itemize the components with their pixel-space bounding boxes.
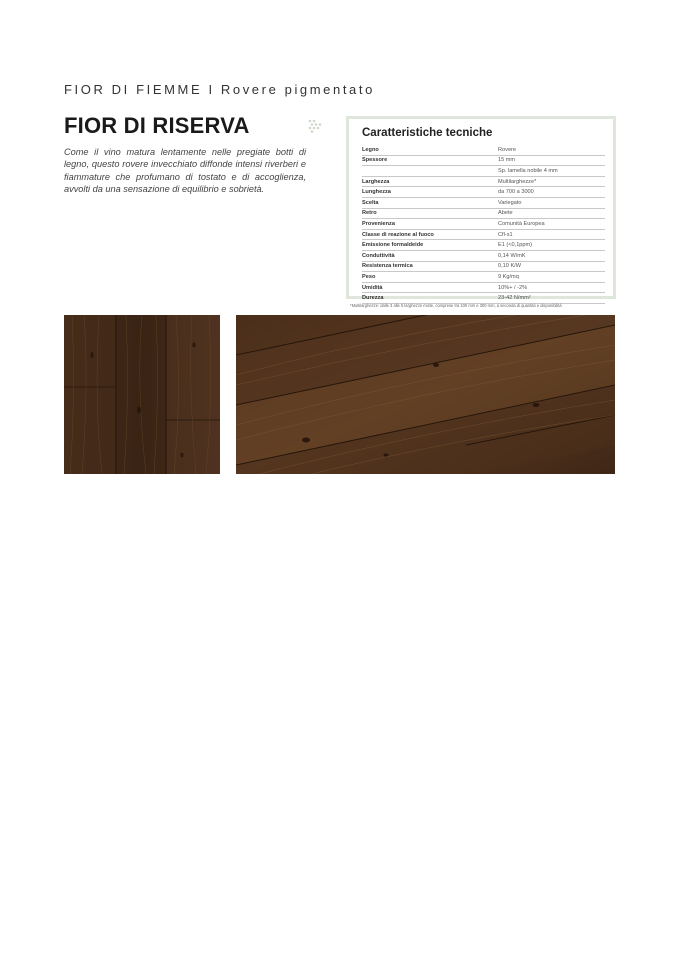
collection-variant: Rovere pigmentato	[220, 82, 375, 97]
specs-footnote: *Multilarghezze: dalle 3 alle 5 larghezze miste, comprese tra 100 mm e 300 mm, a seconda di quantità e disponibilità	[350, 303, 562, 308]
spec-value: 0,14 W/mK	[498, 252, 526, 259]
wood-floor-photo-wide	[236, 315, 615, 474]
spec-value: Comunità Europea	[498, 220, 545, 227]
spec-row	[362, 262, 605, 273]
collection-name: FIOR DI FIEMME	[64, 82, 203, 97]
spec-row	[362, 177, 605, 188]
spec-label: Retro	[362, 210, 377, 217]
spec-row	[362, 272, 605, 283]
spec-row	[362, 251, 605, 262]
spec-label: Classe di reazione al fuoco	[362, 231, 434, 238]
dots-decoration-icon	[307, 118, 325, 134]
spec-label: Lunghezza	[362, 189, 391, 196]
spec-value: 10%+ / -2%	[498, 284, 528, 291]
product-description: Come il vino matura lentamente nelle pregiate botti di legno, questo rovere invecchiato diffonde intensi riverberi e fiammature che profumano di tostato e di accoglienza, avvolti da una sensazione di equilibrio e sobrietà.	[64, 147, 306, 195]
specs-title: Caratteristiche tecniche	[362, 127, 493, 139]
spec-label: Durezza	[362, 295, 384, 302]
spec-value: da 700 a 3000	[498, 189, 534, 196]
spec-row	[362, 209, 605, 220]
spec-label: Larghezza	[362, 178, 390, 185]
spec-row	[362, 156, 605, 167]
spec-row	[362, 166, 605, 177]
spec-row	[362, 145, 605, 156]
spec-label: Spessore	[362, 157, 388, 164]
product-title: FIOR DI RISERVA	[64, 113, 250, 138]
collection-header	[64, 82, 375, 97]
spec-row	[362, 240, 605, 251]
spec-value: E1 (<0,1ppm)	[498, 242, 533, 249]
technical-specs-panel	[346, 116, 616, 302]
spec-label: Resistenza termica	[362, 263, 413, 270]
spec-row	[362, 230, 605, 241]
spec-value: 9 Kg/mq	[498, 273, 519, 280]
header-separator: I	[208, 82, 215, 97]
spec-label: Emissione formaldeide	[362, 242, 424, 249]
spec-label: Provenienza	[362, 220, 395, 227]
spec-label: Umidità	[362, 284, 383, 291]
specs-table	[362, 145, 605, 304]
spec-value: 15 mm	[498, 157, 516, 164]
spec-value: 23-42 N/mm²	[498, 295, 531, 302]
spec-value: Cfl-s1	[498, 231, 513, 238]
spec-value: Sp. lamella nobile 4 mm	[498, 167, 558, 174]
spec-value: Multilarghezze*	[498, 178, 537, 185]
spec-row	[362, 198, 605, 209]
spec-row	[362, 187, 605, 198]
spec-row	[362, 283, 605, 294]
spec-label: Scelta	[362, 199, 379, 206]
spec-row	[362, 219, 605, 230]
spec-value: Variegato	[498, 199, 522, 206]
spec-label: Legno	[362, 146, 379, 153]
wood-floor-photo-closeup	[64, 315, 220, 474]
spec-label: Conduttività	[362, 252, 395, 259]
spec-value: Rovere	[498, 146, 517, 153]
spec-value: Abete	[498, 210, 513, 217]
spec-label: Peso	[362, 273, 376, 280]
spec-value: 0,10 K/W	[498, 263, 522, 270]
